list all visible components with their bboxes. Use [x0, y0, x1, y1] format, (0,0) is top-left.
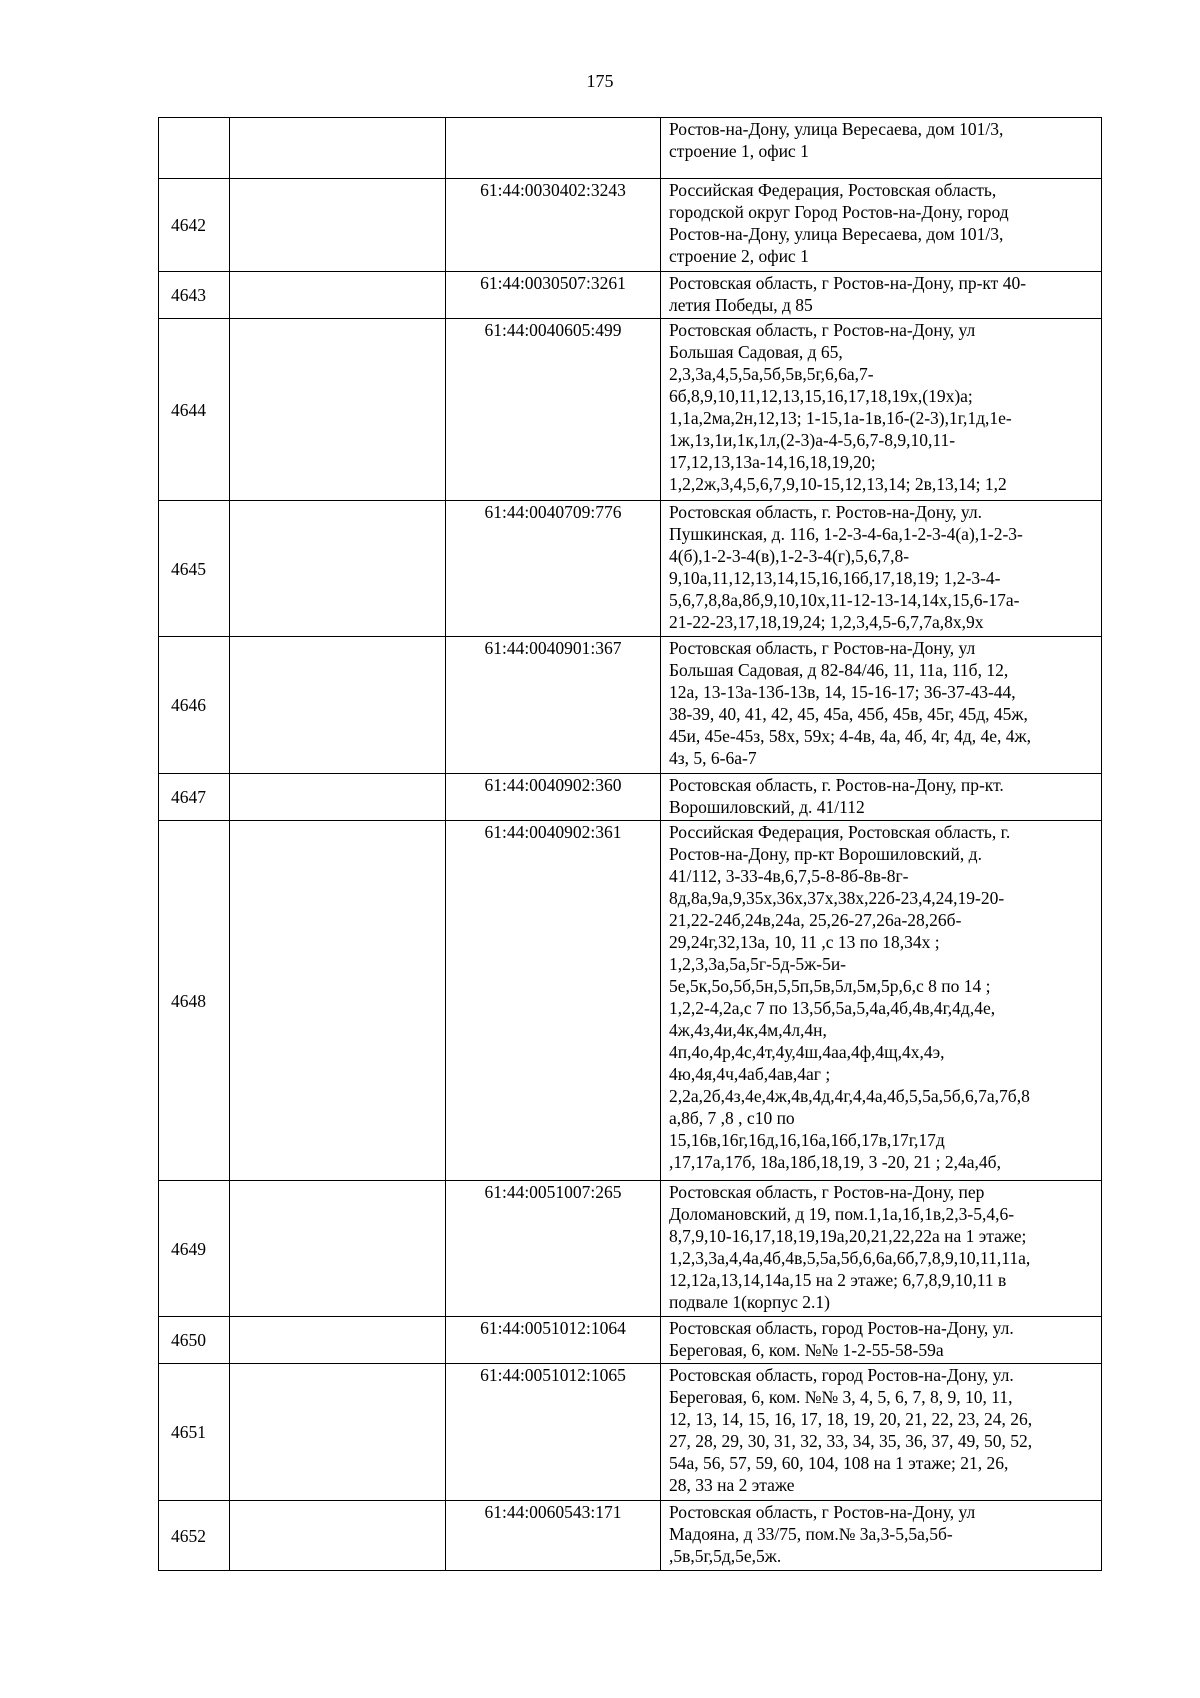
address-cell: Ростовская область, г. Ростов-на-Дону, пр-кт. Ворошиловский, д. 41/112: [661, 774, 1102, 821]
cadastral-number: 61:44:0030507:3261: [446, 272, 661, 319]
table-row: [159, 1364, 1102, 1501]
row-number: 4652: [159, 1501, 230, 1571]
table-row: [159, 637, 1102, 774]
address-cell: Ростовская область, г. Ростов-на-Дону, ул. Пушкинская, д. 116, 1-2-3-4-6а,1-2-3-4(а),1-2-3- 4(б),1-2-3-4(в),1-2-3-4(г),5,6,7,8- 9,10а,11,12,13,14,15,16,16б,17,18,19; 1,2-3-4- 5,6,7,8,8а,8б,9,10,10х,11-12-13-14,14х,15,6-17а- 21-22-23,17,18,19,24; 1,2,3,4,5-6,7,7а,8х,9х: [661, 501, 1102, 637]
registry-table: [158, 117, 1102, 1571]
row-number: 4645: [159, 501, 230, 637]
empty-cell: [230, 821, 446, 1181]
address-cell: Российская Федерация, Ростовская область, г. Ростов-на-Дону, пр-кт Ворошиловский, д. 41/112, 3-33-4в,6,7,5-8-8б-8в-8г- 8д,8а,9а,9,35х,36х,37х,38х,22б-23,4,24,19-20- 21,22-24б,24в,24а, 25,26-27,26а-28,26б- 29,24г,32,13а, 10, 11 ,с 13 по 18,34х ; 1,2,3,3а,5а,5г-5д-5ж-5и- 5е,5к,5о,5б,5н,5,5п,5в,5л,5м,5р,6,с 8 по 14 ; 1,2,2-4,2а,с 7 по 13,5б,5а,5,4а,4б,4в,4г,4д,4е, 4ж,4з,4и,4к,4м,4л,4н, 4п,4о,4р,4с,4т,4у,4ш,4аа,4ф,4щ,4х,4э, 4ю,4я,4ч,4аб,4ав,4аг ; 2,2а,2б,4з,4е,4ж,4в,4д,4г,4,4а,4б,5,5а,5б,6,7а,7б,8 а,8б, 7 ,8 , с10 по 15,16в,16г,16д,16,16а,16б,17в,17г,17д ,17,17а,17б, 18а,18б,18,19, 3 -20, 21 ; 2,4а,4б,: [661, 821, 1102, 1181]
table-row: [159, 118, 1102, 179]
address-cell: Ростовская область, город Ростов-на-Дону, ул. Береговая, 6, ком. №№ 3, 4, 5, 6, 7, 8, 9, 10, 11, 12, 13, 14, 15, 16, 17, 18, 19, 20, 21, 22, 23, 24, 26, 27, 28, 29, 30, 31, 32, 33, 34, 35, 36, 37, 49, 50, 52, 54а, 56, 57, 59, 60, 104, 108 на 1 этаже; 21, 26, 28, 33 на 2 этаже: [661, 1364, 1102, 1501]
empty-cell: [230, 1317, 446, 1364]
address-cell: Ростовская область, г Ростов-на-Дону, пер Доломановский, д 19, пом.1,1а,1б,1в,2,3-5,4,6- 8,7,9,10-16,17,18,19,19а,20,21,22,22а на 1 этаже; 1,2,3,3а,4,4а,4б,4в,5,5а,5б,6,6а,6б,7,8,9,10,11,11а, 12,12а,13,14,14а,15 на 2 этаже; 6,7,8,9,10,11 в подвале 1(корпус 2.1): [661, 1181, 1102, 1317]
cadastral-number: 61:44:0051007:265: [446, 1181, 661, 1317]
row-number: 4649: [159, 1181, 230, 1317]
table-row: [159, 1317, 1102, 1364]
empty-cell: [230, 637, 446, 774]
row-number: 4644: [159, 319, 230, 501]
row-number: 4643: [159, 272, 230, 319]
address-cell: Ростовская область, г Ростов-на-Дону, пр-кт 40- летия Победы, д 85: [661, 272, 1102, 319]
cadastral-number: [446, 118, 661, 179]
address-cell: Ростовская область, г Ростов-на-Дону, ул Мадояна, д 33/75, пом.№ 3а,3-5,5а,5б- ,5в,5г,5д,5е,5ж.: [661, 1501, 1102, 1571]
address-cell: Ростовская область, г Ростов-на-Дону, ул Большая Садовая, д 65, 2,3,3а,4,5,5а,5б,5в,5г,6,6а,7- 6б,8,9,10,11,12,13,15,16,17,18,19х,(19х)а; 1,1а,2ма,2н,12,13; 1-15,1а-1в,1б-(2-3),1г,1д,1е- 1ж,1з,1и,1к,1л,(2-3)а-4-5,6,7-8,9,10,11- 17,12,13,13а-14,16,18,19,20; 1,2,2ж,3,4,5,6,7,9,10-15,12,13,14; 2в,13,14; 1,2: [661, 319, 1102, 501]
table-row: [159, 272, 1102, 319]
cadastral-number: 61:44:0051012:1065: [446, 1364, 661, 1501]
empty-cell: [230, 272, 446, 319]
empty-cell: [230, 1364, 446, 1501]
empty-cell: [230, 319, 446, 501]
page-number: 175: [586, 71, 614, 91]
cadastral-number: 61:44:0060543:171: [446, 1501, 661, 1571]
cadastral-number: 61:44:0030402:3243: [446, 179, 661, 272]
table-row: [159, 179, 1102, 272]
empty-cell: [230, 501, 446, 637]
table-row: [159, 821, 1102, 1181]
cadastral-number: 61:44:0040902:361: [446, 821, 661, 1181]
table-row: [159, 1181, 1102, 1317]
address-cell: Ростовская область, город Ростов-на-Дону, ул. Береговая, 6, ком. №№ 1-2-55-58-59а: [661, 1317, 1102, 1364]
row-number: 4647: [159, 774, 230, 821]
table-row: [159, 501, 1102, 637]
row-number: [159, 118, 230, 179]
row-number: 4642: [159, 179, 230, 272]
table-row: [159, 319, 1102, 501]
row-number: 4650: [159, 1317, 230, 1364]
cadastral-number: 61:44:0040709:776: [446, 501, 661, 637]
empty-cell: [230, 1181, 446, 1317]
row-number: 4648: [159, 821, 230, 1181]
cadastral-number: 61:44:0051012:1064: [446, 1317, 661, 1364]
empty-cell: [230, 1501, 446, 1571]
table-row: [159, 1501, 1102, 1571]
cadastral-number: 61:44:0040901:367: [446, 637, 661, 774]
cadastral-number: 61:44:0040902:360: [446, 774, 661, 821]
empty-cell: [230, 179, 446, 272]
cadastral-number: 61:44:0040605:499: [446, 319, 661, 501]
empty-cell: [230, 118, 446, 179]
address-cell: Ростов-на-Дону, улица Вересаева, дом 101/3, строение 1, офис 1: [661, 118, 1102, 179]
empty-cell: [230, 774, 446, 821]
address-cell: Ростовская область, г Ростов-на-Дону, ул Большая Садовая, д 82-84/46, 11, 11а, 11б, 12, 12а, 13-13а-13б-13в, 14, 15-16-17; 36-37-43-44, 38-39, 40, 41, 42, 45, 45а, 45б, 45в, 45г, 45д, 45ж, 45и, 45е-45з, 58х, 59х; 4-4в, 4а, 4б, 4г, 4д, 4е, 4ж, 4з, 5, 6-6а-7: [661, 637, 1102, 774]
row-number: 4651: [159, 1364, 230, 1501]
table-row: [159, 774, 1102, 821]
address-cell: Российская Федерация, Ростовская область, городской округ Город Ростов-на-Дону, город Ростов-на-Дону, улица Вересаева, дом 101/3, строение 2, офис 1: [661, 179, 1102, 272]
row-number: 4646: [159, 637, 230, 774]
